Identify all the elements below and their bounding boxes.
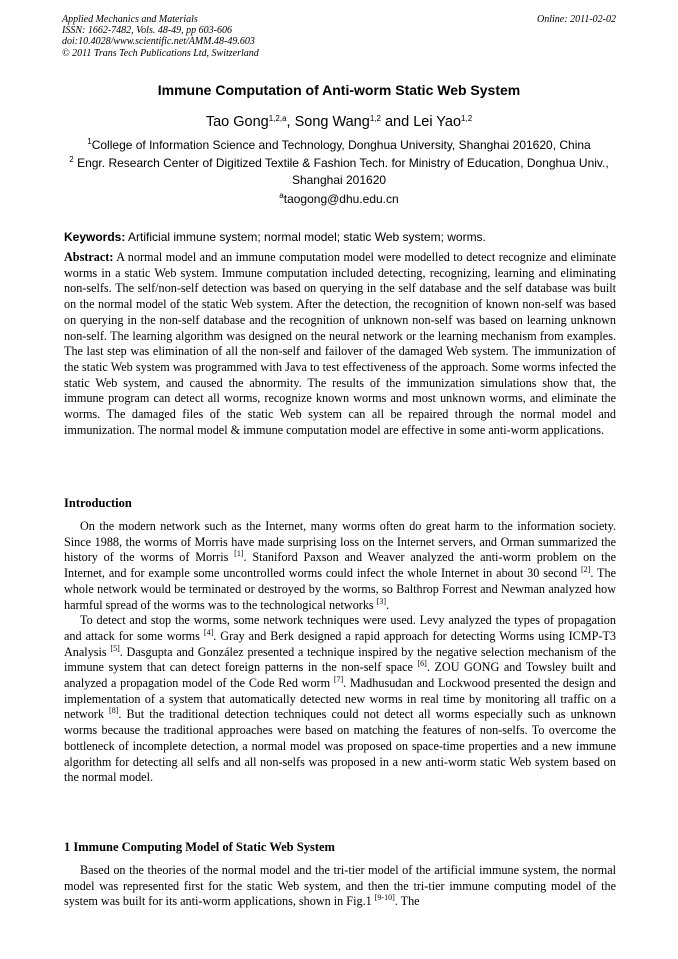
keywords: [64, 230, 616, 244]
paper-title: Immune Computation of Anti-worm Static Web System: [157, 82, 521, 98]
copyright-line: © 2011 Trans Tech Publications Ltd, Switzerland: [62, 47, 259, 59]
doi-line: doi:10.4028/www.scientific.net/AMM.48-49.603: [62, 36, 255, 48]
affiliation-1: $^1$College of Information Science and Technology, Donghua University, Shanghai 201620, China: [87, 137, 591, 152]
affiliation-2: $^2$ Engr. Research Center of Digitized Textile & Fashion Tech. for Ministry of Education, Donghua Univ., Shanghai 201620: [69, 155, 609, 187]
paragraph: To detect and stop the worms, some network techniques were used. Levy analyzed the types of propagation and attack for some worms [4]. Gray and Berk designed a rapid approach for detecting Worms using ICMP-T3 Analysis [5]. Dasgupta and González presented a technique inspired by the negative selection mechanism of the immune system that can detect foreign patterns in the non-self space [6]. ZOU GONG and Towsley built and analyzed a propagation model of the Code Red worm [7]. Madhusudan and Lockwood presented the design and implementation of a system that automatically detected new worms in real time by monitoring all traffic on a network [8]. But the traditional detection techniques could not detect all worms especially such as unknown worms because the traditional approaches were based on matching the features of non-selfs. To overcome the bottleneck of incomplete detection, a normal model was proposed on space-time properties and a new immune algorithm for detecting all selfs and all non-selfs was proposed in a new anti-worm static Web system based on the normal model.: [64, 613, 617, 785]
introduction-heading: Introduction: [64, 496, 132, 510]
abstract: [64, 250, 616, 438]
online-date: Online: 2011-02-02: [537, 14, 616, 25]
citation: [7]: [333, 675, 344, 685]
author-name: Lei Yao: [413, 114, 462, 130]
issn-line: ISSN: 1662-7482, Vols. 48-49, pp 603-606: [62, 25, 232, 37]
citation: [9-10]: [374, 893, 395, 903]
citation: [3]: [376, 596, 387, 606]
section-1-body: [64, 863, 616, 910]
citation: [1]: [234, 549, 244, 559]
citation: [2]: [580, 565, 591, 575]
citation: [8]: [109, 706, 119, 716]
author-name: Tao Gong: [205, 114, 269, 130]
citation: [4]: [203, 627, 214, 637]
author-email: $^a$taogong@dhu.edu.cn: [279, 191, 399, 206]
author-name: Song Wang: [294, 114, 370, 130]
author-affil-sup: 1,2: [369, 114, 381, 123]
citation: [6]: [417, 659, 427, 669]
journal-header: [62, 14, 616, 59]
keywords-text: Artificial immune system; normal model; static Web system; worms.: [125, 230, 486, 244]
author-affil-sup: 1,2,a: [268, 114, 287, 123]
introduction-body: [64, 519, 616, 786]
keywords-label: Keywords:: [64, 230, 126, 244]
paragraph: Based on the theories of the normal model and the tri-tier model of the artificial immune system, the normal model was represented first for the static Web system, and then the tri-tier immune computing model of the system was built for its anti-worm applications, shown in Fig.1 [9-10]. The: [64, 863, 616, 909]
abstract-text: A normal model and an immune computation model were modelled to detect recognize and eliminate worms in a static Web system. Immune computation included detecting, recognizing, learning and eliminating non-selfs. The self/non-self detection was based on querying in the self database and the self database was built on the normal model of the static Web system. After the detection, the recognition of known non-self was based on querying in the non-self database and the recognition of unknown non-self was based on learning unknown non-self. The learning algorithm was designed on the neural network or the learning mechanism from examples. The last step was elimination of all the non-self and failover of the damaged Web system. The immunization of the static Web system was programmed with Java to test effectiveness of the approach. Some worms infected the static Web system, and caused the abnormity. The results of the immunization simulations show that, the immune program can detect all worms, recognize known worms and most unknown worms, and eliminate the worms. The damaged files of the static Web system can all be repaired through the normal model and immunization. The normal model & immune computation model are effective in some anti-worm applications.: [64, 250, 616, 437]
section-1-heading: 1 Immune Computing Model of Static Web System: [64, 840, 335, 854]
paragraph: On the modern network such as the Internet, many worms often do great harm to the information society. Since 1988, the worms of Morris have made surprising loss on the Internet servers, and Orman summarized the history of the worms of Morris [1]. Staniford Paxson and Weaver analyzed the anti-worm problem on the Internet, and for example some uncontrolled worms could infect the whole Internet in about 30 second [2]. The whole network would be terminated or destroyed by the worms, so Balthrop Forrest and Newman analyzed how harmful spread of the worms was to the technological networks [3].: [64, 519, 616, 612]
citation: [5]: [110, 643, 120, 653]
author-list: Tao Gong$^{1,2,a}$, Song Wang$^{1,2}$ and Lei Yao$^{1,2}$: [205, 114, 473, 130]
journal-name: Applied Mechanics and Materials: [62, 14, 198, 25]
abstract-label: Abstract:: [64, 250, 114, 264]
author-affil-sup: 1,2: [461, 114, 473, 123]
